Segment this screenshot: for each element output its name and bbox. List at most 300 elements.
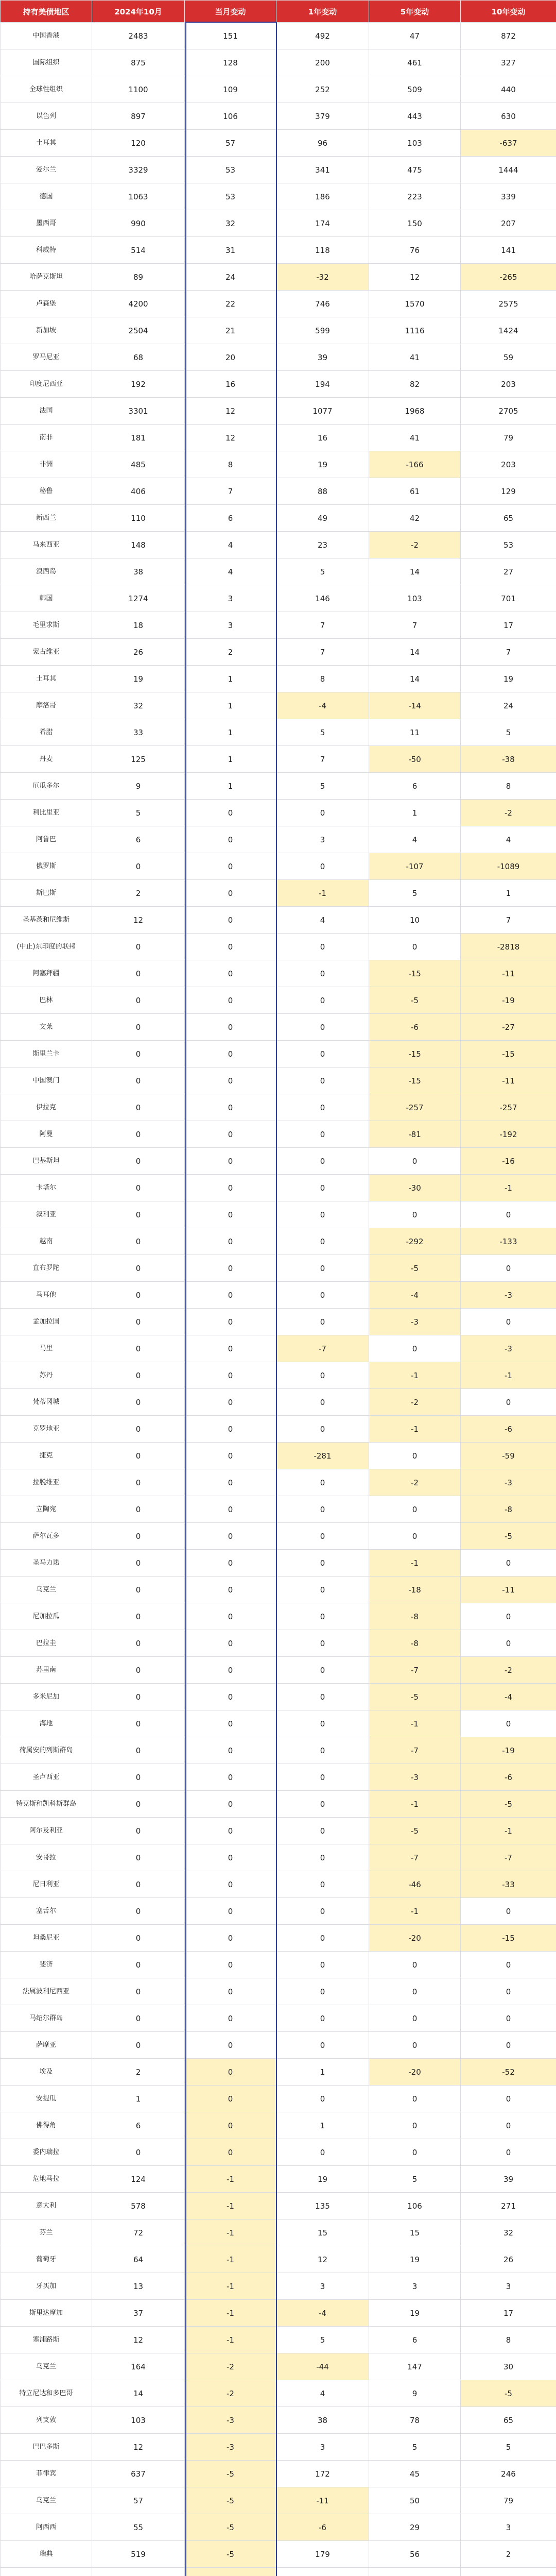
- change-10y: -6: [461, 1764, 556, 1791]
- change-10y: -2: [461, 1657, 556, 1684]
- holding-value: 0: [92, 1710, 185, 1737]
- change-10y: 79: [461, 425, 556, 451]
- monthly-change: 3: [185, 585, 276, 612]
- change-1y: 15: [276, 2219, 369, 2246]
- table-row[interactable]: [1, 1710, 556, 1737]
- table-row[interactable]: [1, 344, 556, 371]
- change-1y: 0: [276, 1255, 369, 1282]
- table-row[interactable]: [1, 1952, 556, 1978]
- holding-value: 578: [92, 2193, 185, 2219]
- table-row[interactable]: [1, 907, 556, 934]
- holding-value: 0: [92, 1228, 185, 1255]
- holding-value: 148: [92, 532, 185, 558]
- monthly-change: 1: [185, 746, 276, 773]
- change-10y: 7: [461, 907, 556, 934]
- table-row[interactable]: [1, 666, 556, 692]
- change-10y: -38: [461, 746, 556, 773]
- region-name: 斯里达摩加: [1, 2300, 92, 2327]
- table-row[interactable]: [1, 291, 556, 317]
- change-10y: 19: [461, 666, 556, 692]
- table-row[interactable]: [1, 1630, 556, 1657]
- table-row[interactable]: [1, 398, 556, 425]
- region-name: 菲律宾: [1, 2461, 92, 2487]
- table-row[interactable]: [1, 1791, 556, 1818]
- monthly-change: 0: [185, 1148, 276, 1175]
- change-5y: 1570: [369, 291, 461, 317]
- holding-value: 14: [92, 2380, 185, 2407]
- table-row[interactable]: [1, 2112, 556, 2139]
- table-row[interactable]: [1, 1737, 556, 1764]
- monthly-change: 1: [185, 773, 276, 800]
- monthly-change: 0: [185, 1496, 276, 1523]
- change-5y: [369, 2568, 461, 2576]
- table-row[interactable]: [1, 2032, 556, 2059]
- change-5y: -2: [369, 1389, 461, 1416]
- change-10y: 3: [461, 2514, 556, 2541]
- holding-value: 0: [92, 1496, 185, 1523]
- change-5y: 11: [369, 719, 461, 746]
- region-name: 佛得角: [1, 2112, 92, 2139]
- table-row[interactable]: [1, 2380, 556, 2407]
- holding-value: 1: [92, 2086, 185, 2112]
- table-row[interactable]: [1, 1335, 556, 1362]
- table-row[interactable]: [1, 1550, 556, 1577]
- monthly-change: 0: [185, 1710, 276, 1737]
- holding-value: 0: [92, 1630, 185, 1657]
- monthly-change: 20: [185, 344, 276, 371]
- table-row[interactable]: [1, 1871, 556, 1898]
- change-1y: 0: [276, 1871, 369, 1898]
- table-row[interactable]: [1, 130, 556, 157]
- change-1y: 0: [276, 1121, 369, 1148]
- region-name: 新西兰: [1, 505, 92, 532]
- monthly-change: 0: [185, 1335, 276, 1362]
- table-row[interactable]: [1, 2246, 556, 2273]
- change-1y: 1: [276, 2059, 369, 2086]
- change-10y: 30: [461, 2353, 556, 2380]
- change-5y: 0: [369, 2112, 461, 2139]
- region-name: 中国香港: [1, 23, 92, 49]
- table-row[interactable]: [1, 1416, 556, 1443]
- change-10y: -19: [461, 987, 556, 1014]
- change-10y: -59: [461, 1443, 556, 1469]
- table-row[interactable]: [1, 2059, 556, 2086]
- table-row[interactable]: [1, 1898, 556, 1925]
- region-name: 乌克兰: [1, 2353, 92, 2380]
- header-1y-change[interactable]: 1年变动: [276, 1, 369, 23]
- change-5y: 6: [369, 2327, 461, 2353]
- change-10y: 0: [461, 1389, 556, 1416]
- change-5y: -3: [369, 1764, 461, 1791]
- change-5y: 78: [369, 2407, 461, 2434]
- table-row[interactable]: [1, 1925, 556, 1952]
- change-5y: 5: [369, 880, 461, 907]
- table-row[interactable]: [1, 2514, 556, 2541]
- change-1y: 599: [276, 317, 369, 344]
- change-5y: 0: [369, 1952, 461, 1978]
- table-row[interactable]: [1, 1094, 556, 1121]
- region-name: 圣马力诺: [1, 1550, 92, 1577]
- monthly-change: 0: [185, 1630, 276, 1657]
- holding-value: 181: [92, 425, 185, 451]
- holding-value: 120: [92, 130, 185, 157]
- table-row[interactable]: [1, 1657, 556, 1684]
- change-10y: -1089: [461, 853, 556, 880]
- change-10y: -52: [461, 2059, 556, 2086]
- holding-value: 0: [92, 1469, 185, 1496]
- change-10y: 53: [461, 532, 556, 558]
- monthly-change: 0: [185, 2005, 276, 2032]
- change-10y: 129: [461, 478, 556, 505]
- change-10y: 872: [461, 23, 556, 49]
- change-10y: 17: [461, 2300, 556, 2327]
- table-row[interactable]: [1, 1175, 556, 1201]
- change-10y: 0: [461, 2139, 556, 2166]
- holding-value: 192: [92, 371, 185, 398]
- change-1y: 19: [276, 2166, 369, 2193]
- holding-value: 0: [92, 1067, 185, 1094]
- change-10y: 27: [461, 558, 556, 585]
- region-name: [1, 2568, 92, 2576]
- table-row[interactable]: [1, 2353, 556, 2380]
- holding-value: 514: [92, 237, 185, 264]
- table-row[interactable]: [1, 1309, 556, 1335]
- change-1y: 0: [276, 2005, 369, 2032]
- region-name: 乌克兰: [1, 1577, 92, 1603]
- holding-value: 0: [92, 1094, 185, 1121]
- change-5y: 0: [369, 2032, 461, 2059]
- change-1y: 0: [276, 1925, 369, 1952]
- holding-value: 0: [92, 1978, 185, 2005]
- table-row[interactable]: [1, 1978, 556, 2005]
- table-row[interactable]: [1, 692, 556, 719]
- change-10y: 0: [461, 1630, 556, 1657]
- table-row[interactable]: [1, 1603, 556, 1630]
- holding-value: 0: [92, 1014, 185, 1041]
- change-1y: [276, 2568, 369, 2576]
- change-1y: 146: [276, 585, 369, 612]
- table-row[interactable]: [1, 639, 556, 666]
- monthly-change: 0: [185, 1469, 276, 1496]
- monthly-change: 57: [185, 130, 276, 157]
- table-row[interactable]: [1, 23, 556, 49]
- change-10y: 701: [461, 585, 556, 612]
- table-row[interactable]: [1, 210, 556, 237]
- region-name: 阿西西: [1, 2514, 92, 2541]
- change-5y: -5: [369, 1255, 461, 1282]
- change-1y: 5: [276, 773, 369, 800]
- table-row[interactable]: [1, 478, 556, 505]
- change-1y: 746: [276, 291, 369, 317]
- holding-value: 0: [92, 934, 185, 960]
- change-1y: 0: [276, 1657, 369, 1684]
- region-name: 墨西哥: [1, 210, 92, 237]
- monthly-change: 0: [185, 1898, 276, 1925]
- region-name: 芬兰: [1, 2219, 92, 2246]
- header-region[interactable]: 持有美债地区: [1, 1, 92, 23]
- change-10y: 0: [461, 1898, 556, 1925]
- region-name: 克罗地亚: [1, 1416, 92, 1443]
- holding-value: 0: [92, 2005, 185, 2032]
- region-name: 阿鲁巴: [1, 826, 92, 853]
- holding-value: 0: [92, 1121, 185, 1148]
- table-row[interactable]: [1, 2139, 556, 2166]
- table-row[interactable]: [1, 2568, 556, 2576]
- table-row[interactable]: [1, 558, 556, 585]
- region-name: 叙利亚: [1, 1201, 92, 1228]
- table-row[interactable]: [1, 1255, 556, 1282]
- monthly-change: 24: [185, 264, 276, 291]
- table-row[interactable]: [1, 451, 556, 478]
- header-10y-change[interactable]: 10年变动: [461, 1, 556, 23]
- holding-value: 0: [92, 2032, 185, 2059]
- change-1y: 96: [276, 130, 369, 157]
- table-row[interactable]: [1, 532, 556, 558]
- change-1y: 341: [276, 157, 369, 183]
- table-row[interactable]: [1, 2219, 556, 2246]
- holding-value: 0: [92, 1844, 185, 1871]
- table-row[interactable]: [1, 2327, 556, 2353]
- monthly-change: -3: [185, 2434, 276, 2461]
- region-name: 哈萨克斯坦: [1, 264, 92, 291]
- change-10y: -1: [461, 1362, 556, 1389]
- monthly-change: 0: [185, 1550, 276, 1577]
- table-row[interactable]: [1, 371, 556, 398]
- holding-value: 4200: [92, 291, 185, 317]
- region-name: 塞舌尔: [1, 1898, 92, 1925]
- change-10y: 0: [461, 1603, 556, 1630]
- change-5y: 47: [369, 23, 461, 49]
- change-1y: 12: [276, 2246, 369, 2273]
- monthly-change: -2: [185, 2353, 276, 2380]
- holding-value: 12: [92, 2327, 185, 2353]
- change-10y: 207: [461, 210, 556, 237]
- table-row[interactable]: [1, 880, 556, 907]
- holding-value: 6: [92, 2112, 185, 2139]
- table-row[interactable]: [1, 1818, 556, 1844]
- region-name: 秘鲁: [1, 478, 92, 505]
- region-name: 卡塔尔: [1, 1175, 92, 1201]
- holding-value: 0: [92, 1148, 185, 1175]
- change-5y: 41: [369, 425, 461, 451]
- table-row[interactable]: [1, 1523, 556, 1550]
- table-row[interactable]: [1, 2300, 556, 2327]
- table-row[interactable]: [1, 2273, 556, 2300]
- region-name: 韩国: [1, 585, 92, 612]
- monthly-change: 0: [185, 1577, 276, 1603]
- table-row[interactable]: [1, 800, 556, 826]
- change-1y: 0: [276, 1041, 369, 1067]
- table-row[interactable]: [1, 103, 556, 130]
- table-row[interactable]: [1, 987, 556, 1014]
- holding-value: 0: [92, 1523, 185, 1550]
- table-row[interactable]: [1, 505, 556, 532]
- table-row[interactable]: [1, 585, 556, 612]
- change-10y: 0: [461, 1255, 556, 1282]
- holding-value: 0: [92, 1871, 185, 1898]
- monthly-change: 0: [185, 2139, 276, 2166]
- table-row[interactable]: [1, 2461, 556, 2487]
- table-row[interactable]: [1, 934, 556, 960]
- change-5y: -15: [369, 1067, 461, 1094]
- change-10y: -192: [461, 1121, 556, 1148]
- change-1y: 5: [276, 558, 369, 585]
- change-5y: 10: [369, 907, 461, 934]
- region-name: 苏里南: [1, 1657, 92, 1684]
- region-name: 丹麦: [1, 746, 92, 773]
- holding-value: 103: [92, 2407, 185, 2434]
- region-name: 圣基茨和尼维斯: [1, 907, 92, 934]
- table-row[interactable]: [1, 1014, 556, 1041]
- holding-value: 72: [92, 2219, 185, 2246]
- region-name: 葡萄牙: [1, 2246, 92, 2273]
- change-10y: -133: [461, 1228, 556, 1255]
- change-1y: 38: [276, 2407, 369, 2434]
- holding-value: 19: [92, 666, 185, 692]
- region-name: 土耳其: [1, 666, 92, 692]
- change-10y: -8: [461, 1496, 556, 1523]
- table-row[interactable]: [1, 1389, 556, 1416]
- change-1y: 0: [276, 1469, 369, 1496]
- monthly-change: 0: [185, 1603, 276, 1630]
- header-oct-2024[interactable]: 2024年10月: [92, 1, 185, 23]
- change-1y: 8: [276, 666, 369, 692]
- region-name: 德国: [1, 183, 92, 210]
- change-1y: -44: [276, 2353, 369, 2380]
- table-row[interactable]: [1, 1121, 556, 1148]
- region-name: 斯巴斯: [1, 880, 92, 907]
- header-monthly-change[interactable]: 当月变动: [185, 1, 276, 23]
- holding-value: 164: [92, 2353, 185, 2380]
- table-row[interactable]: [1, 2193, 556, 2219]
- table-row[interactable]: [1, 2541, 556, 2568]
- table-row[interactable]: [1, 773, 556, 800]
- change-1y: 0: [276, 1148, 369, 1175]
- change-1y: 0: [276, 1309, 369, 1335]
- monthly-change: -1: [185, 2193, 276, 2219]
- change-1y: 379: [276, 103, 369, 130]
- region-name: 尼日利亚: [1, 1871, 92, 1898]
- table-row[interactable]: [1, 2005, 556, 2032]
- change-5y: 1968: [369, 398, 461, 425]
- region-name: 荷属安的列斯群岛: [1, 1737, 92, 1764]
- change-10y: -3: [461, 1469, 556, 1496]
- table-row[interactable]: [1, 1577, 556, 1603]
- table-row[interactable]: [1, 1443, 556, 1469]
- table-row[interactable]: [1, 2434, 556, 2461]
- table-row[interactable]: [1, 853, 556, 880]
- change-5y: -15: [369, 960, 461, 987]
- monthly-change: 1: [185, 666, 276, 692]
- change-1y: 23: [276, 532, 369, 558]
- table-row[interactable]: [1, 183, 556, 210]
- table-row[interactable]: [1, 76, 556, 103]
- change-10y: 203: [461, 451, 556, 478]
- region-name: 罗马尼亚: [1, 344, 92, 371]
- monthly-change: 0: [185, 1362, 276, 1389]
- change-10y: -637: [461, 130, 556, 157]
- change-5y: 45: [369, 2461, 461, 2487]
- change-5y: -46: [369, 1871, 461, 1898]
- change-1y: -4: [276, 692, 369, 719]
- change-10y: -27: [461, 1014, 556, 1041]
- table-row[interactable]: [1, 1282, 556, 1309]
- table-row[interactable]: [1, 1684, 556, 1710]
- change-10y: 246: [461, 2461, 556, 2487]
- table-row[interactable]: [1, 425, 556, 451]
- change-10y: -265: [461, 264, 556, 291]
- table-row[interactable]: [1, 2487, 556, 2514]
- table-row[interactable]: [1, 1496, 556, 1523]
- table-row[interactable]: [1, 1041, 556, 1067]
- table-row[interactable]: [1, 2166, 556, 2193]
- table-row[interactable]: [1, 746, 556, 773]
- table-row[interactable]: [1, 1469, 556, 1496]
- table-row[interactable]: [1, 157, 556, 183]
- table-row[interactable]: [1, 49, 556, 76]
- table-row[interactable]: [1, 612, 556, 639]
- table-row[interactable]: [1, 1148, 556, 1175]
- holding-value: 38: [92, 558, 185, 585]
- holding-value: 0: [92, 1282, 185, 1309]
- monthly-change: -5: [185, 2514, 276, 2541]
- change-5y: 29: [369, 2514, 461, 2541]
- table-row[interactable]: [1, 1844, 556, 1871]
- monthly-change: 0: [185, 2059, 276, 2086]
- change-10y: 59: [461, 344, 556, 371]
- table-row[interactable]: [1, 1764, 556, 1791]
- table-row[interactable]: [1, 826, 556, 853]
- monthly-change: -5: [185, 2541, 276, 2568]
- change-5y: -8: [369, 1630, 461, 1657]
- monthly-change: 6: [185, 505, 276, 532]
- change-1y: 5: [276, 2327, 369, 2353]
- change-5y: -6: [369, 1014, 461, 1041]
- holding-value: 0: [92, 1389, 185, 1416]
- table-row[interactable]: [1, 237, 556, 264]
- table-row[interactable]: [1, 264, 556, 291]
- change-1y: 0: [276, 1175, 369, 1201]
- table-row[interactable]: [1, 2407, 556, 2434]
- holding-value: 637: [92, 2461, 185, 2487]
- change-1y: 135: [276, 2193, 369, 2219]
- table-row[interactable]: [1, 960, 556, 987]
- change-10y: 0: [461, 1309, 556, 1335]
- change-1y: 0: [276, 1844, 369, 1871]
- table-row[interactable]: [1, 1362, 556, 1389]
- table-row[interactable]: [1, 1067, 556, 1094]
- holding-value: 32: [92, 692, 185, 719]
- holding-value: 68: [92, 344, 185, 371]
- table-row[interactable]: [1, 1201, 556, 1228]
- change-1y: 194: [276, 371, 369, 398]
- monthly-change: 0: [185, 1443, 276, 1469]
- monthly-change: 0: [185, 2086, 276, 2112]
- change-1y: 0: [276, 1978, 369, 2005]
- table-row[interactable]: [1, 2086, 556, 2112]
- table-row[interactable]: [1, 1228, 556, 1255]
- change-10y: 440: [461, 76, 556, 103]
- holding-value: 0: [92, 1335, 185, 1362]
- change-10y: -11: [461, 1067, 556, 1094]
- change-1y: -4: [276, 2300, 369, 2327]
- table-row[interactable]: [1, 317, 556, 344]
- header-5y-change[interactable]: 5年变动: [369, 1, 461, 23]
- change-10y: -19: [461, 1737, 556, 1764]
- table-row[interactable]: [1, 719, 556, 746]
- change-5y: 19: [369, 2300, 461, 2327]
- change-5y: 1116: [369, 317, 461, 344]
